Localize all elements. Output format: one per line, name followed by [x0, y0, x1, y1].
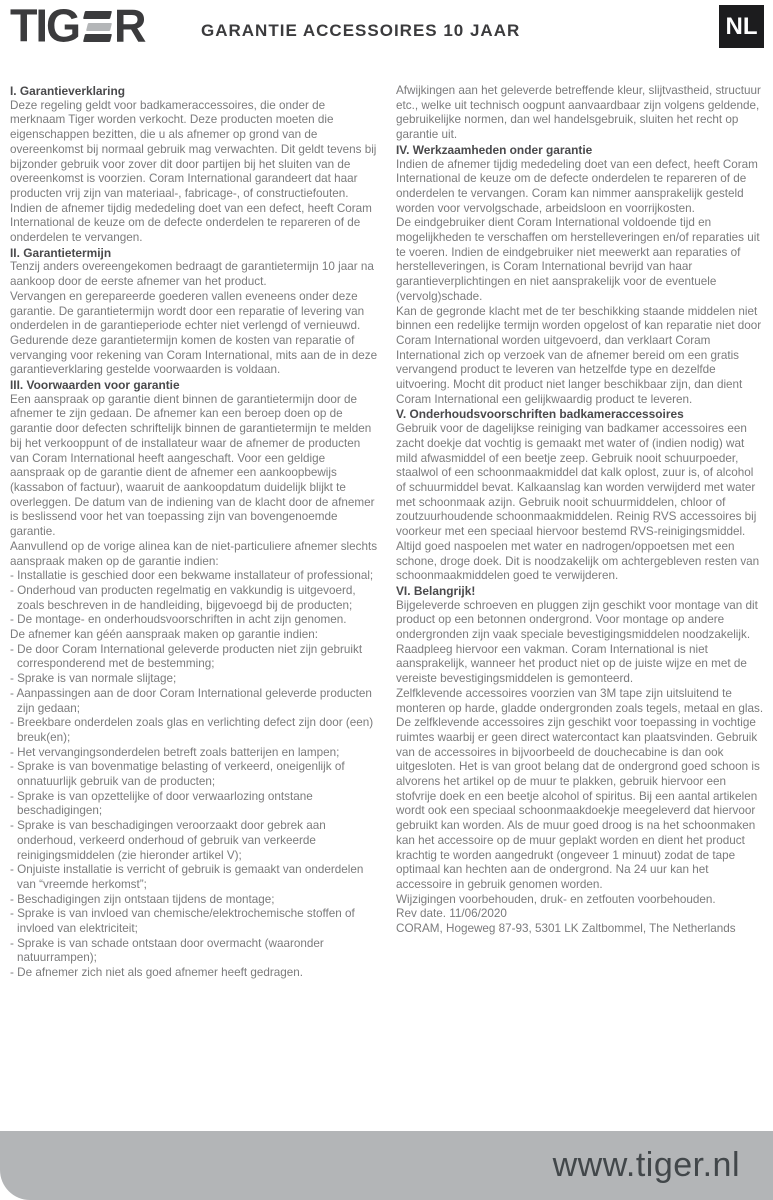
list-item: - Het vervangingsonderdelen betreft zoals batterijen en lampen;: [10, 745, 340, 759]
section-4-heading: IV. Werkzaamheden onder garantie: [396, 142, 593, 157]
section-2-paragraph: Tenzij anders overeengekomen bedraagt de garantietermijn 10 jaar na aankoop door de eerste afnemer van het product.: [10, 260, 374, 289]
list-item: - Onjuiste installatie is verricht of gebruik is gemaakt van onderdelen van “vreemde herkomst”;: [10, 863, 364, 891]
list-item: - Aanpassingen aan de door Coram International geleverde producten zijn gedaan;: [10, 686, 372, 715]
section-3-list-a: [10, 569, 378, 628]
country-badge: NL: [719, 5, 764, 48]
list-item: - Sprake is van normale slijtage;: [10, 672, 177, 686]
disclaimer-line: Wijzigingen voorbehouden, druk- en zetfouten voorbehouden.: [396, 892, 716, 906]
logo-e-bars-icon: [84, 11, 111, 42]
right-column: [396, 84, 765, 937]
section-6-heading: VI. Belangrijk!: [396, 583, 476, 598]
revision-date: Rev date. 11/06/2020: [396, 907, 507, 921]
page-title: GARANTIE ACCESSOIRES 10 JAAR: [201, 21, 521, 40]
logo-e-bar-bottom: [83, 34, 112, 42]
section-1-paragraph: Deze regeling geldt voor badkameraccessoires, die onder de merknaam Tiger worden verkocht. Deze producten moeten die eigenschappen bezitten, die u als afnemer op grond van de overeenkomst bij normaal gebruik mag verwachten. Dit geldt tevens bij bijzonder gebruik voor zover dit door partijen bij het sluiten van de overeenkomst is voorzien. Coram International garandeert dat haar producten vrij zijn van materiaal-, fabricage-, of constructiefouten. Indien de afnemer tijdig mededeling doet van een defect, heeft Coram International de keuze om de defecte onderdelen te repareren of de onderdelen te vervangen.: [10, 98, 377, 245]
list-item: - Sprake is van bovenmatige belasting of verkeerd, oneigenlijk of onnatuurlijk gebruik van de producten;: [10, 760, 345, 789]
section-3-paragraph: Een aanspraak op garantie dient binnen de garantietermijn door de afnemer te zijn gedaan. De afnemer kan een beroep doen op de garantie door defecten schriftelijk binnen de garantietermijn te melden bij het verkooppunt of de installateur waar de afnemer de producten van Coram International heeft aangeschaft. Voor een geldige aanspraak op de garantie dient de afnemer een aankoopbewijs (kassabon of factuur), waaruit de aankoopdatum duidelijk blijkt te overleggen. De datum van de indiening van de klacht door de afnemer is beslissend voor het van toepassing zijn van bovengenoemde garantie.: [10, 392, 375, 539]
section-2-paragraph: Gedurende deze garantietermijn komen de kosten van reparatie of vervanging voor rekening van Coram International, mits aan de in deze garantieverklaring gestelde voorwaarden is voldaan.: [10, 333, 378, 377]
section-1-heading: I. Garantieverklaring: [10, 84, 125, 98]
logo-e-bar-top: [83, 11, 112, 19]
section-4-paragraph: Kan de gegronde klacht met de ter beschikking staande middelen niet binnen een redelijke termijn worden opgelost of kan reparatie niet door Coram International worden uitgevoerd, dan verklaart Coram International zich op verzoek van de afnemer bereid om een gratis vervangend product te leveren van hetzelfde type en dezelfde uitvoering. Mocht dit product niet langer beschikbaar zijn, dan dient Coram International een gelijkwaardig product te leveren.: [396, 304, 762, 406]
list-item: - Onderhoud van producten regelmatig en vakkundig is uitgevoerd, zoals beschreven in de handleiding, bijgevoegd bij de producten;: [10, 583, 356, 612]
section-3-heading: III. Voorwaarden voor garantie: [10, 378, 180, 393]
section-4-paragraph: Indien de afnemer tijdig mededeling doet van een defect, heeft Coram International de keuze om de defecte onderdelen te repareren of de onderdelen te vervangen. Coram kan nimmer aansprakelijk gesteld worden voor vervolgschade, arbeidsloon en voorrijkosten.: [396, 157, 758, 215]
list-item: - Beschadigingen zijn ontstaan tijdens de montage;: [10, 892, 275, 906]
section-4-paragraph: De eindgebruiker dient Coram International voldoende tijd en mogelijkheden te verschaffen om herstelleveringen en/of reparaties uit te voeren. Indien de eindgebruiker niet meewerkt aan reparaties of herstelleveringen, is Coram International bevrijd van haar garantieverplichtingen en niet aansprakelijk voor de eventuele (vervolg)schade.: [396, 216, 760, 303]
list-item: - Installatie is geschied door een bekwame installateur of professional;: [10, 569, 374, 583]
section-5-heading: V. Onderhoudsvoorschriften badkameraccessoires: [396, 407, 684, 422]
section-3-list-b: [10, 643, 378, 981]
list-item: - Sprake is van schade ontstaan door overmacht (waaronder natuurrampen);: [10, 936, 324, 965]
list-item: - De door Coram International geleverde producten niet zijn gebruikt corresponderend met de bestemming;: [10, 642, 363, 671]
list-item: - Sprake is van invloed van chemische/elektrochemische stoffen of invloed van elektriciteit;: [10, 907, 355, 936]
right-intro-paragraph: Afwijkingen aan het geleverde betreffende kleur, slijtvastheid, structuur etc., welke uit technisch oogpunt aanvaardbaar zijn volgens geldende, gebruikelijke normen, dan wel handelsgebruik, sluiten het recht op garantie uit.: [396, 84, 761, 142]
section-6-paragraph: Bijgeleverde schroeven en pluggen zijn geschikt voor montage van dit product op een betonnen ondergrond. Voor montage op andere ondergronden zijn vaak speciale bevestigingsmiddelen noodzakelijk. Raadpleeg hiervoor een vakman. Coram International is niet aansprakelijk, wanneer het product niet op de juiste wijze en met de vereiste bevestigingsmiddelen is gemonteerd.: [396, 598, 758, 686]
left-column: [10, 84, 378, 981]
section-6-paragraph: Zelfklevende accessoires voorzien van 3M tape zijn uitsluitend te monteren op harde, gladde ondergronden zoals tegels, metaal en glas. De zelfklevende accessoires zijn geschikt voor toepassing in vochtige ruimtes waarbij er geen direct watercontact kan plaatsvinden. Gebruik van de accessoires in bijvoorbeeld de douchecabine is dan ook uitgesloten. Het is van groot belang dat de ondergrond goed schoon is alvorens het artikel op de muur te plakken, gebruik hiervoor een stofvrije doek en een beetje alcohol of spiritus. Bij een aantal artikelen wordt ook een speciaal schoonmaakdoekje meegeleverd dat hiervoor gebruikt kan worden. Als de muur goed droog is na het schoonmaken kan het accessoire op de muur geplakt worden en dient het product krachtig te worden aangedrukt (ongeveer 1 minuut) zodat de tape optimaal kan hechten aan de ondergrond. Na 24 uur kan het accessoire in gebruik genomen worden.: [396, 686, 764, 891]
section-3-list-a-intro: Aanvullend op de vorige alinea kan de niet-particuliere afnemer slechts aanspraak maken op de garantie indien:: [10, 539, 378, 568]
website-link[interactable]: www.tiger.nl: [552, 1146, 740, 1184]
list-item: - Sprake is van beschadigingen veroorzaakt door gebrek aan onderhoud, verkeerd onderhoud of gebruik van verkeerde reinigingsmiddelen (zie hieronder artikel V);: [10, 819, 326, 862]
tiger-logo: [10, 0, 145, 52]
section-5-paragraph: Gebruik voor de dagelijkse reiniging van badkamer accessoires een zacht doekje dat vochtig is gemaakt met water of (indien nodig) wat mild afwasmiddel of een beetje zeep. Gebruik nooit schuurpoeder, staalwol of een schoonmaakmiddel dat kalk oplost, zuur is, of alcohol of schuurmiddel bevat. Kalkaanslag kan worden verwijderd met water met schoonmaak azijn. Gebruik nooit schuurmiddelen, chloor of zoutzuurhoudende schoonmaakmiddelen. Reinig RVS accessoires bij voorkeur met een speciaal hiervoor bestemd RVS-reinigingsmiddel. Altijd goed naspoelen met water en nadrogen/oppoetsen met een schone, droge doek. Dit is noodzakelijk om achtergebleven resten van schoonmaakmiddelen goed te verwijderen.: [396, 422, 760, 583]
list-item: - Sprake is van opzettelijke of door verwaarlozing ontstane beschadigingen;: [10, 789, 313, 818]
list-item: - Breekbare onderdelen zoals glas en verlichting defect zijn door (een) breuk(en);: [10, 716, 374, 744]
list-item: - De afnemer zich niet als goed afnemer heeft gedragen.: [10, 966, 304, 980]
logo-e-bar-middle: [86, 23, 112, 31]
section-3-list-b-intro: De afnemer kan géén aanspraak maken op garantie indien:: [10, 628, 318, 642]
logo-text-suffix: R: [114, 0, 145, 52]
company-address: CORAM, Hogeweg 87-93, 5301 LK Zaltbommel, The Netherlands: [396, 922, 736, 936]
list-item: - De montage- en onderhoudsvoorschriften in acht zijn genomen.: [10, 613, 347, 627]
section-2-heading: II. Garantietermijn: [10, 245, 112, 260]
footer-bar: [0, 1131, 773, 1200]
section-2-paragraph: Vervangen en gerepareerde goederen vallen eveneens onder deze garantie. De garantietermijn wordt door een reparatie of levering van onderdelen in de garantieperiode echter niet verlengd of vernieuwd.: [10, 289, 365, 333]
logo-text-prefix: TIG: [10, 0, 79, 52]
